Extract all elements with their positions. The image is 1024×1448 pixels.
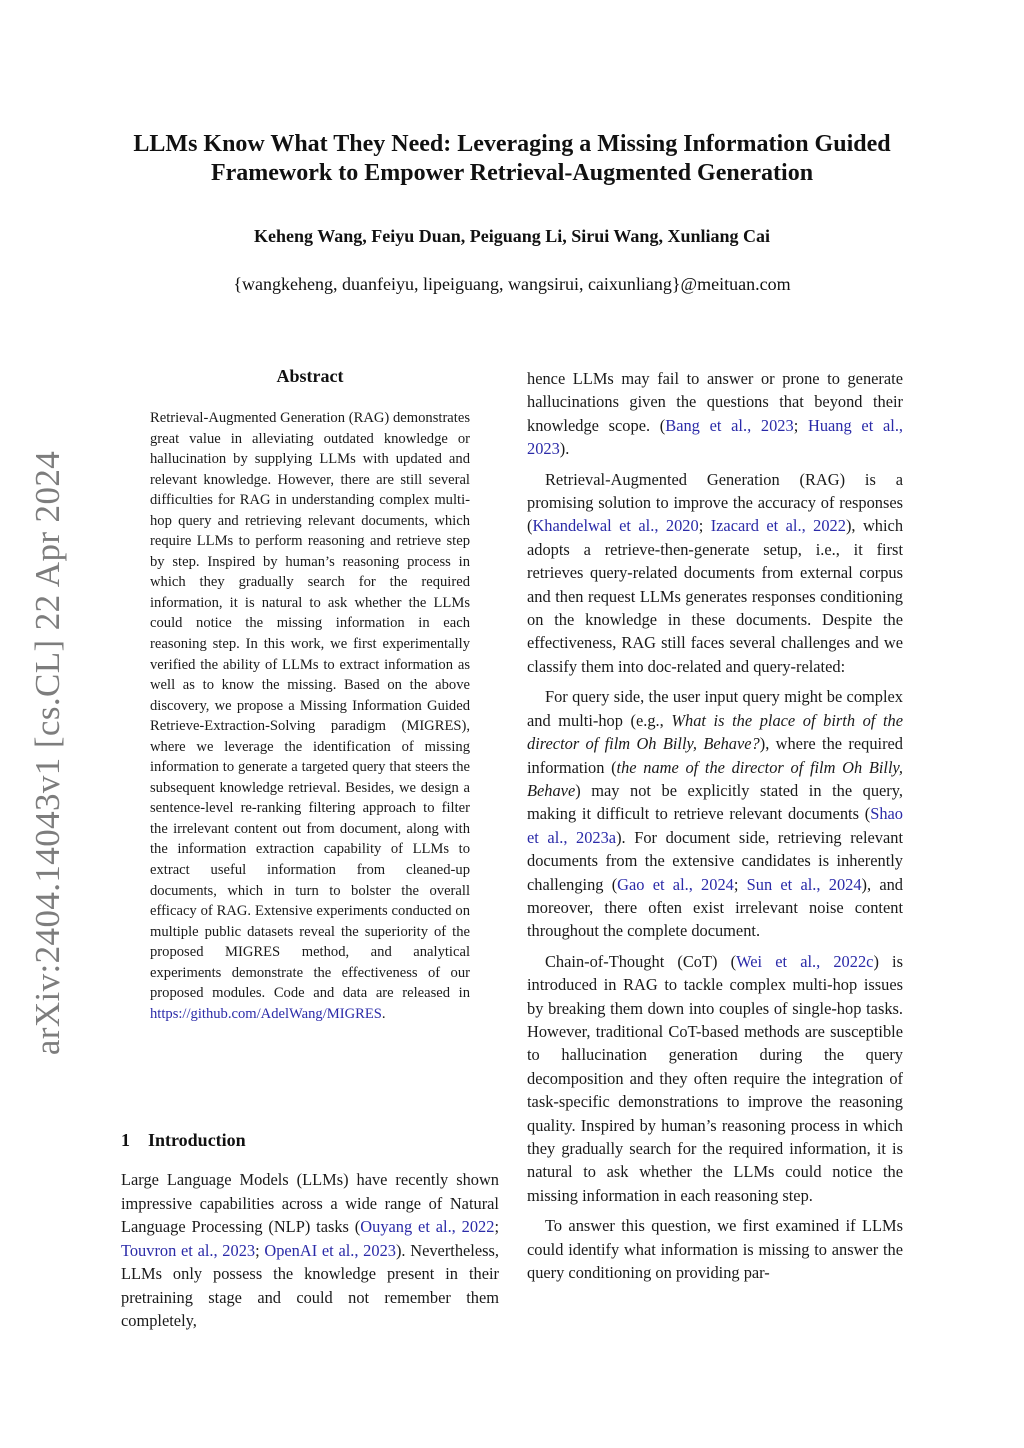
text-span: ). Nevertheless, LLMs only possess the knowledge present in their pretraining stage and could not remember them completely, — [121, 1240, 499, 1330]
text-span: ) is introduced in RAG to tackle complex multi-hop issues by breaking them down into couples of single-hop tasks. However, traditional CoT-based methods are susceptible to hallucination generation during the query decomposition and they often require the integration of task-specific demonstrations to improve the reasoning quality. Inspired by human’s reasoning process in which they gradually search for the required information, it is natural to ask whether the LLMs could notice the missing information in each reasoning step. — [527, 951, 903, 1205]
paragraph-query-side — [527, 685, 903, 942]
citation-link[interactable]: Khandelwal et al., 2020 — [532, 516, 699, 536]
title-line-1: LLMs Know What They Need: Leveraging a Missing Information Guided — [133, 131, 891, 157]
text-span: ), which adopts a retrieve-then-generate setup, i.e., it first retrieves query-related documents from external corpus and then request LLMs generates responses conditioning on the knowledge in these documents. Despite the effectiveness, RAG still faces several challenges and we classify them into doc-related and query-related: — [527, 516, 904, 676]
text-span: ). For document side, retrieving relevant documents from the extensive candidates is inherently challenging ( — [527, 827, 903, 894]
text-span: ; — [733, 874, 747, 894]
text-span: ), where the required information ( — [527, 734, 903, 777]
text-span: Retrieval-Augmented Generation (RAG) is a promising solution to improve the accuracy of responses ( — [527, 469, 903, 536]
citation-link[interactable]: Bang et al., 2023 — [665, 415, 794, 435]
author-emails: {wangkeheng, duanfeiyu, lipeiguang, wangsirui, caixunliang}@meituan.com — [233, 274, 791, 294]
citation-link[interactable]: Ouyang et al., 2022 — [360, 1217, 495, 1236]
citation-link[interactable]: Izacard et al., 2022 — [710, 516, 846, 536]
text-span: ; — [793, 415, 808, 435]
arxiv-sidebar-stamp — [18, 450, 78, 1055]
paragraph-question — [527, 1214, 903, 1284]
section-heading-introduction — [121, 1130, 501, 1151]
section-title: Introduction — [148, 1130, 246, 1150]
example-query: What is the place of birth of the director of film Oh Billy, Behave? — [527, 710, 903, 754]
text-span: ) may not be explicitly stated in the query, making it difficult to retrieve relevant documents ( — [527, 780, 903, 824]
paper-title — [0, 130, 1024, 188]
text-span: ; — [494, 1217, 500, 1236]
text-span: Large Language Models (LLMs) have recently shown impressive capabilities across a wide range of Natural Language Processing (NLP) tasks ( — [121, 1170, 499, 1236]
abstract-end: . — [381, 1005, 386, 1022]
author-list: Keheng Wang, Feiyu Duan, Peiguang Li, Sirui Wang, Xunliang Cai — [254, 226, 770, 246]
abstract-heading: Abstract — [276, 366, 344, 386]
intro-paragraph-left — [121, 1168, 499, 1333]
abstract-body — [150, 408, 470, 1024]
citation-link[interactable]: Huang et al., 2023 — [527, 415, 904, 459]
arxiv-id-text: arXiv:2404.14043v1 [cs.CL] 22 Apr 2024 — [28, 450, 67, 1055]
text-span: ). — [559, 439, 570, 459]
abstract-text: Retrieval-Augmented Generation (RAG) demonstrates great value in alleviating outdated knowledge or hallucination by supplying LLMs with updated and relevant knowledge. However, there are still several difficulties for RAG in understanding complex multi-hop query and retrieving relevant documents, which require LLMs to perform reasoning and retrieve step by step. Inspired by human’s reasoning process in which they gradually search for the required information, it is natural to ask whether the LLMs could notice the missing information in each reasoning step. In this work, we first experimentally verified the ability of LLMs to extract information as well as to know the missing. Based on the above discovery, we propose a Missing Information Guided Retrieve-Extraction-Solving paradigm (MIGRES), where we leverage the identification of missing information to generate a targeted query that steers the subsequent knowledge retrieval. Besides, we design a sentence-level re-ranking filtering approach to filter the irrelevant content out from document, along with the information extraction capability of LLMs to extract useful information from cleaned-up documents, which in turn to bolster the overall efficacy of RAG. Extensive experiments conducted on multiple public datasets reveal the superiority of the proposed MIGRES method, and analytical experiments demonstrate the effectiveness of our proposed modules. Code and data are released in — [150, 410, 470, 1002]
text-span: To answer this question, we first examined if LLMs could identify what information is missing to answer the query conditioning on providing par- — [527, 1216, 903, 1283]
paragraph-cot — [527, 950, 903, 1207]
text-span: Chain-of-Thought (CoT) ( — [545, 951, 737, 971]
section-number: 1 — [121, 1130, 130, 1150]
text-span: For query side, the user input query might be complex and multi-hop (e.g., — [527, 687, 903, 730]
right-column — [527, 367, 903, 1291]
text-span: ; — [255, 1240, 265, 1260]
text-span: hence LLMs may fail to answer or prone to generate hallucinations given the questions that beyond their knowledge scope. ( — [527, 369, 903, 435]
citation-link[interactable]: Gao et al., 2024 — [617, 874, 734, 894]
title-line-2: Framework to Empower Retrieval-Augmented Generation — [210, 160, 814, 186]
text-span: ), and moreover, there often exist irrelevant noise content throughout the complete document. — [527, 874, 903, 941]
citation-link[interactable]: Touvron et al., 2023 — [121, 1240, 256, 1260]
citation-link[interactable]: Wei et al., 2022c — [736, 951, 874, 971]
citation-link[interactable]: Shao et al., 2023a — [527, 804, 903, 847]
citation-link[interactable]: OpenAI et al., 2023 — [264, 1240, 396, 1260]
text-span: ; — [698, 516, 711, 536]
paragraph-continuation — [527, 367, 903, 461]
citation-link[interactable]: Sun et al., 2024 — [746, 874, 862, 894]
required-information: the name of the director of film Oh Billy, Behave — [527, 757, 903, 800]
code-link[interactable]: https://github.com/AdelWang/MIGRES — [150, 1005, 382, 1022]
paragraph-rag — [527, 468, 903, 679]
